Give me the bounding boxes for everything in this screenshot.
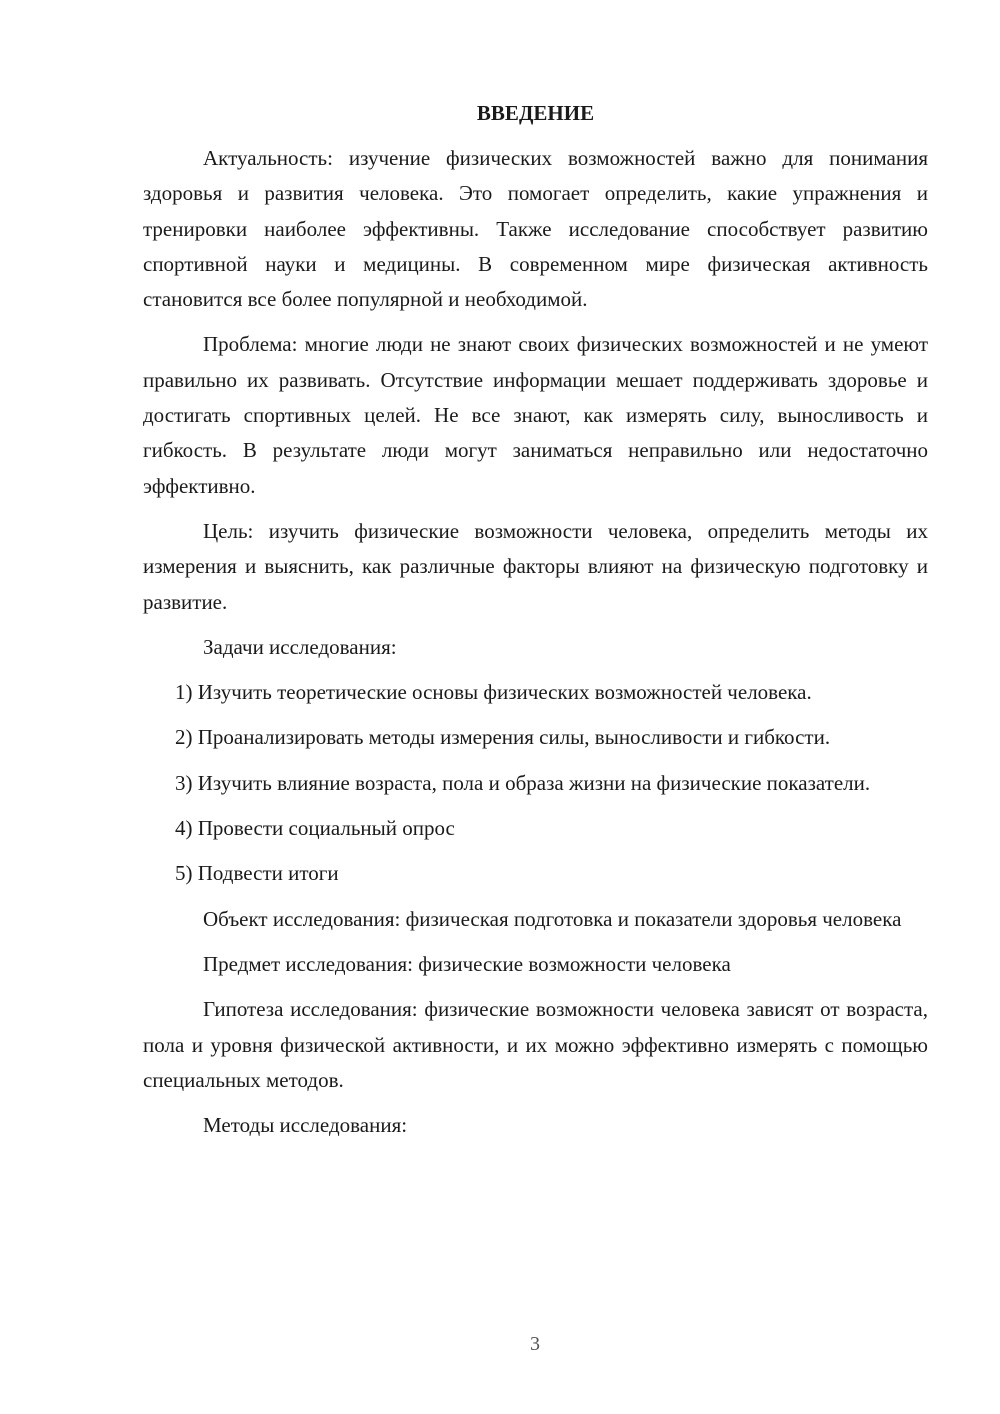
hypothesis-paragraph: Гипотеза исследования: физические возможности человека зависят от возраста, пола и уровня физической активности, и их можно эффективно измерять с помощью специальных методов. (143, 997, 928, 1092)
methods-heading: Методы исследования: (203, 1113, 408, 1138)
task-item: 1) Изучить теоретические основы физических возможностей человека. (175, 680, 812, 705)
page-number: 3 (530, 1333, 540, 1355)
relevance-paragraph: Актуальность: изучение физических возможностей важно для понимания здоровья и развития человека. Это помогает определить, какие упражнения и тренировки наиболее эффективны. Также исследование способствует развитию спортивной науки и медицины. В современном мире физическая активность становится все более популярной и необходимой. (143, 146, 928, 312)
goal-paragraph: Цель: изучить физические возможности человека, определить методы их измерения и выяснить, как различные факторы влияют на физическую подготовку и развитие. (143, 518, 928, 614)
task-item: 2) Проанализировать методы измерения силы, выносливости и гибкости. (175, 725, 831, 750)
task-item: 5) Подвести итоги (175, 861, 339, 886)
section-title: ВВЕДЕНИЕ (476, 101, 595, 125)
task-item: 3) Изучить влияние возраста, пола и образа жизни на физические показатели. (175, 770, 871, 795)
tasks-heading: Задачи исследования: (203, 634, 397, 659)
tasks-list (143, 675, 928, 891)
problem-paragraph: Проблема: многие люди не знают своих физических возможностей и не умеют правильно их развивать. Отсутствие информации мешает поддерживать здоровье и достигать спортивных целей. Не все знают, как измерять силу, выносливость и гибкость. В результате люди могут заниматься неправильно или недостаточно эффективно. (143, 332, 928, 498)
subject-paragraph: Предмет исследования: физические возможности человека (203, 951, 731, 976)
task-item: 4) Провести социальный опрос (175, 816, 455, 841)
document-page (143, 96, 928, 1153)
object-paragraph: Объект исследования: физическая подготовка и показатели здоровья человека (203, 906, 902, 931)
